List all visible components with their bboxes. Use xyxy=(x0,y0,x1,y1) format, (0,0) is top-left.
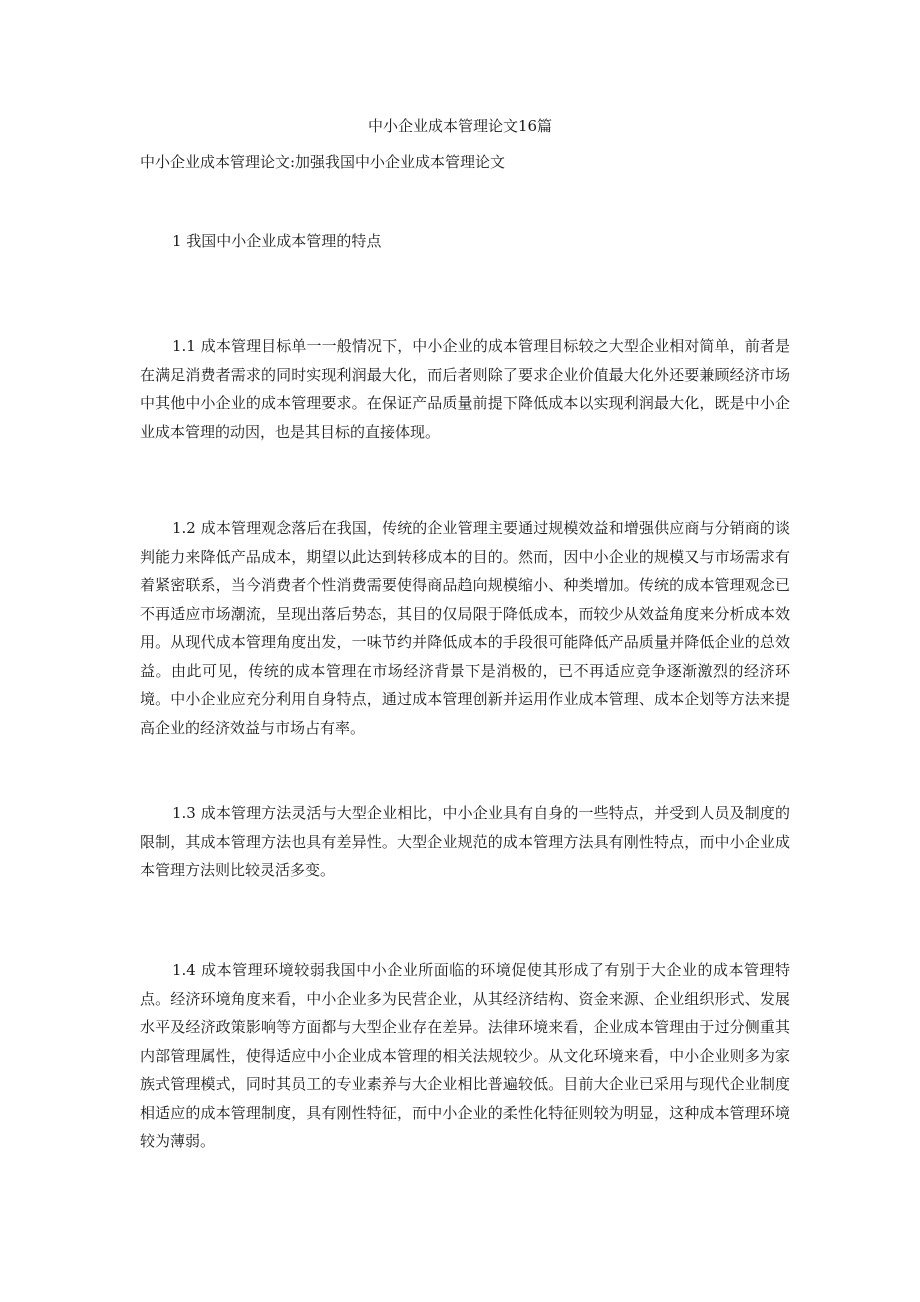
section-heading: 1 我国中小企业成本管理的特点 xyxy=(172,232,382,250)
document-subtitle: 中小企业成本管理论文:加强我国中小企业成本管理论文 xyxy=(140,153,506,171)
paragraph-1-3: 1.3 成本管理方法灵活与大型企业相比，中小企业具有自身的一些特点，并受到人员及制度的限制，其成本管理方法也具有差异性。大型企业规范的成本管理方法具有刚性特点，而中小企业成本管理方法则比较灵活多变。 xyxy=(140,804,790,879)
paragraph-1-4: 1.4 成本管理环境较弱我国中小企业所面临的环境促使其形成了有别于大企业的成本管理特点。经济环境角度来看，中小企业多为民营企业，从其经济结构、资金来源、企业组织形式、发展水平及经济政策影响等方面都与大型企业存在差异。法律环境来看，企业成本管理由于过分侧重其内部管理属性，使得适应中小企业成本管理的相关法规较少。从文化环境来看，中小企业则多为家族式管理模式，同时其员工的专业素养与大企业相比普遍较低。目前大企业已采用与现代企业制度相适应的成本管理制度，具有刚性特征，而中小企业的柔性化特征则较为明显，这种成本管理环境较为薄弱。 xyxy=(140,961,790,1150)
paragraph-1-2: 1.2 成本管理观念落后在我国，传统的企业管理主要通过规模效益和增强供应商与分销商的谈判能力来降低产品成本，期望以此达到转移成本的目的。然而，因中小企业的规模又与市场需求有着紧密联系，当今消费者个性消费需要使得商品趋向规模缩小、种类增加。传统的成本管理观念已不再适应市场潮流，呈现出落后势态，其目的仅局限于降低成本，而较少从效益角度来分析成本效用。从现代成本管理角度出发，一味节约并降低成本的手段很可能降低产品质量并降低企业的总效益。由此可见，传统的成本管理在市场经济背景下是消极的，已不再适应竞争逐渐激烈的经济环境。中小企业应充分利用自身特点，通过成本管理创新并运用作业成本管理、成本企划等方法来提高企业的经济效益与市场占有率。 xyxy=(140,519,790,737)
document-title: 中小企业成本管理论文16篇 xyxy=(367,117,553,135)
paragraph-1-1: 1.1 成本管理目标单一一般情况下，中小企业的成本管理目标较之大型企业相对简单，前者是在满足消费者需求的同时实现利润最大化，而后者则除了要求企业价值最大化外还要兼顾经济市场中其他中小企业的成本管理要求。在保证产品质量前提下降低成本以实现利润最大化，既是中小企业成本管理的动因，也是其目标的直接体现。 xyxy=(140,337,790,441)
